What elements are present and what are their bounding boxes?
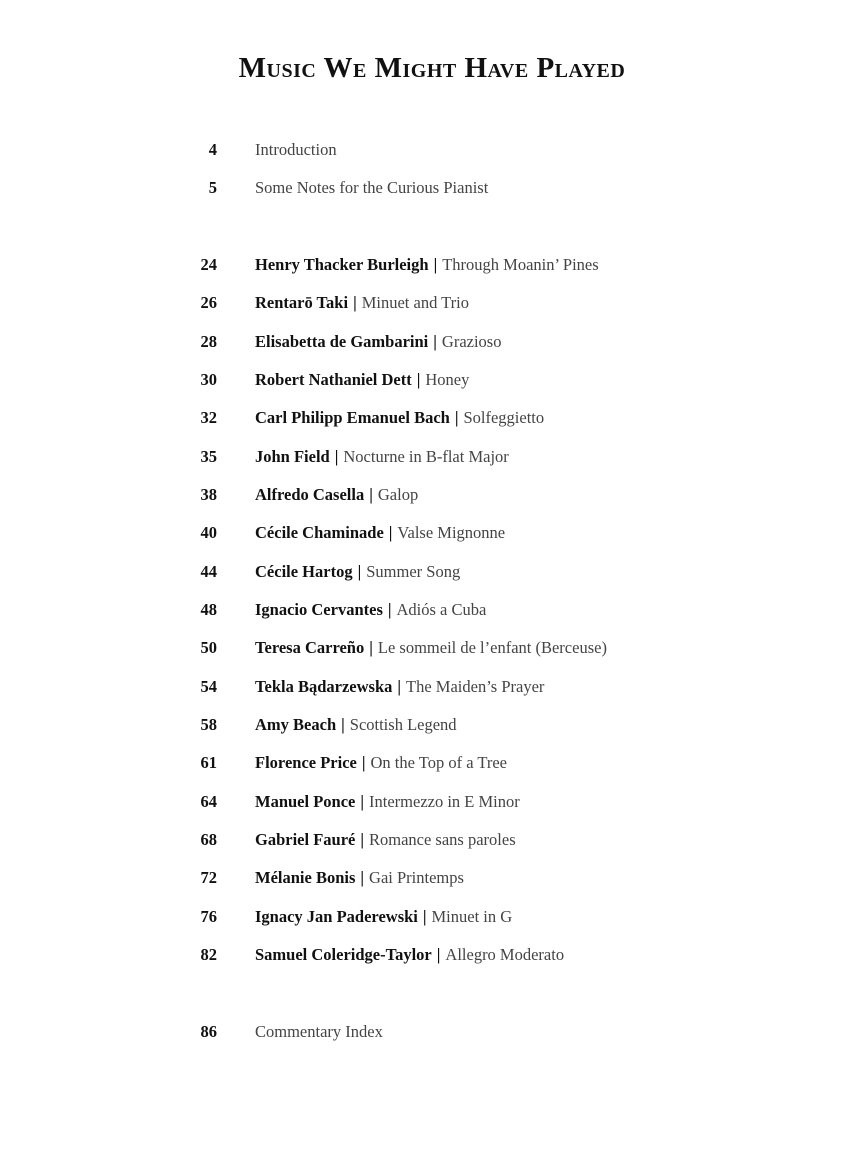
- composer-name: Cécile Chaminade: [255, 523, 384, 543]
- toc-entry: [0, 629, 864, 667]
- toc-entry: [0, 821, 864, 859]
- piece-title: Le sommeil de l’enfant (Berceuse): [377, 638, 607, 658]
- page-number: 40: [200, 523, 217, 543]
- page-number: 26: [200, 293, 217, 313]
- page-number: 30: [200, 370, 217, 390]
- entry-title: [255, 830, 516, 850]
- entry-title: Introduction: [255, 140, 337, 160]
- separator: |: [416, 370, 421, 390]
- toc-entry: [0, 591, 864, 629]
- page-number: 72: [200, 868, 217, 888]
- page-number: 54: [200, 676, 217, 696]
- composer-name: Carl Philipp Emanuel Bach: [255, 408, 450, 428]
- composer-name: Florence Price: [255, 753, 357, 773]
- composer-name: Ignacy Jan Paderewski: [255, 906, 418, 926]
- composer-name: Mélanie Bonis: [255, 868, 356, 888]
- entry-title: [255, 332, 501, 352]
- entry-title: [255, 562, 460, 582]
- separator: |: [433, 255, 438, 275]
- composer-name: Robert Nathaniel Dett: [255, 370, 412, 390]
- separator: |: [369, 638, 373, 658]
- piece-title: Minuet and Trio: [361, 293, 469, 313]
- composer-name: Manuel Ponce: [255, 791, 356, 811]
- page-number: 24: [200, 255, 217, 275]
- piece-title: Solfeggietto: [463, 408, 545, 428]
- separator: |: [361, 753, 366, 773]
- spacer: [0, 974, 864, 1012]
- table-of-contents: [0, 131, 864, 1051]
- toc-entry: [0, 169, 864, 207]
- toc-entry: [0, 284, 864, 322]
- toc-entry: [0, 1013, 864, 1051]
- piece-title: Intermezzo in E Minor: [369, 791, 520, 811]
- piece-title: Adiós a Cuba: [396, 600, 487, 620]
- page-number: 28: [200, 331, 217, 351]
- toc-entry: [0, 553, 864, 591]
- separator: |: [360, 868, 365, 888]
- separator: |: [353, 293, 357, 313]
- separator: |: [388, 523, 393, 543]
- piece-title: Minuet in G: [431, 906, 513, 926]
- separator: |: [369, 485, 373, 505]
- separator: |: [387, 600, 392, 620]
- entry-title: [255, 255, 599, 275]
- composer-name: Alfredo Casella: [255, 485, 365, 505]
- composer-name: Rentarō Taki: [255, 293, 349, 313]
- spacer: [0, 208, 864, 246]
- piece-title: On the Top of a Tree: [370, 753, 507, 773]
- entry-title: [255, 523, 505, 543]
- piece-title: Through Moanin’ Pines: [442, 255, 599, 275]
- page-number: 82: [200, 945, 217, 965]
- composer-name: Ignacio Cervantes: [255, 600, 383, 620]
- page-number: 64: [200, 791, 217, 811]
- page-number: 50: [200, 638, 217, 658]
- toc-entry: [0, 514, 864, 552]
- toc-entry: [0, 898, 864, 936]
- entry-title: [255, 715, 457, 735]
- entry-title: [255, 293, 469, 313]
- page-number: 4: [208, 140, 217, 160]
- page-number: 38: [200, 485, 217, 505]
- toc-entry: [0, 476, 864, 514]
- page-number: 48: [200, 600, 217, 620]
- toc-entry: [0, 859, 864, 897]
- entry-title: [255, 945, 564, 965]
- separator: |: [436, 945, 441, 965]
- entry-title: Some Notes for the Curious Pianist: [255, 178, 489, 198]
- entry-title: [255, 868, 464, 888]
- piece-title: Valse Mignonne: [397, 523, 506, 543]
- page-number: 5: [208, 178, 217, 198]
- piece-title: Grazioso: [441, 331, 502, 351]
- composer-name: Henry Thacker Burleigh: [255, 255, 429, 275]
- piece-title: Allegro Moderato: [445, 945, 565, 965]
- page-number: 32: [200, 408, 217, 428]
- toc-entry: [0, 936, 864, 974]
- piece-title: Scottish Legend: [349, 715, 457, 735]
- entry-title: [255, 408, 544, 428]
- page-number: 76: [200, 906, 217, 926]
- separator: |: [334, 446, 339, 466]
- composer-name: Cécile Hartog: [255, 561, 353, 581]
- piece-title: Honey: [425, 370, 470, 390]
- page-number: 86: [200, 1021, 217, 1041]
- separator: |: [360, 791, 365, 811]
- separator: |: [357, 561, 362, 581]
- separator: |: [397, 676, 402, 696]
- piece-title: Romance sans paroles: [369, 830, 516, 850]
- toc-entry: [0, 246, 864, 284]
- entry-title: [255, 638, 607, 658]
- toc-entry: [0, 706, 864, 744]
- composer-name: Gabriel Fauré: [255, 830, 356, 850]
- piece-title: Gai Printemps: [369, 868, 464, 888]
- toc-entry: [0, 783, 864, 821]
- page-number: 44: [200, 561, 217, 581]
- entry-title: [255, 792, 520, 812]
- entry-title: [255, 485, 418, 505]
- piece-title: Galop: [377, 485, 419, 505]
- entry-title: [255, 370, 469, 390]
- separator: |: [360, 830, 364, 850]
- composer-name: Amy Beach: [255, 715, 337, 735]
- page-number: 68: [200, 830, 217, 850]
- composer-name: Samuel Coleridge-Taylor: [255, 945, 432, 965]
- entry-title: [255, 447, 509, 467]
- toc-entry: [0, 131, 864, 169]
- page-number: 58: [200, 715, 217, 735]
- composer-name: Teresa Carreño: [255, 638, 365, 658]
- piece-title: Summer Song: [366, 561, 461, 581]
- separator: |: [422, 906, 427, 926]
- piece-title: Nocturne in B-flat Major: [343, 446, 509, 466]
- entry-title: [255, 600, 486, 620]
- page-number: 61: [200, 753, 217, 773]
- entry-title: [255, 907, 512, 927]
- entry-title: Commentary Index: [255, 1021, 383, 1041]
- separator: |: [433, 331, 437, 351]
- toc-entry: [0, 323, 864, 361]
- separator: |: [454, 408, 459, 428]
- composer-name: Tekla Bądarzewska: [255, 676, 393, 696]
- toc-entry: [0, 744, 864, 782]
- page-title: Music We Might Have Played: [238, 52, 626, 84]
- piece-title: The Maiden’s Prayer: [406, 676, 545, 696]
- toc-entry: [0, 399, 864, 437]
- toc-entry: [0, 361, 864, 399]
- toc-entry: [0, 438, 864, 476]
- separator: |: [341, 715, 345, 735]
- entry-title: [255, 677, 544, 697]
- composer-name: Elisabetta de Gambarini: [255, 331, 429, 351]
- toc-entry: [0, 668, 864, 706]
- page-number: 35: [200, 446, 217, 466]
- entry-title: [255, 753, 507, 773]
- composer-name: John Field: [255, 446, 330, 466]
